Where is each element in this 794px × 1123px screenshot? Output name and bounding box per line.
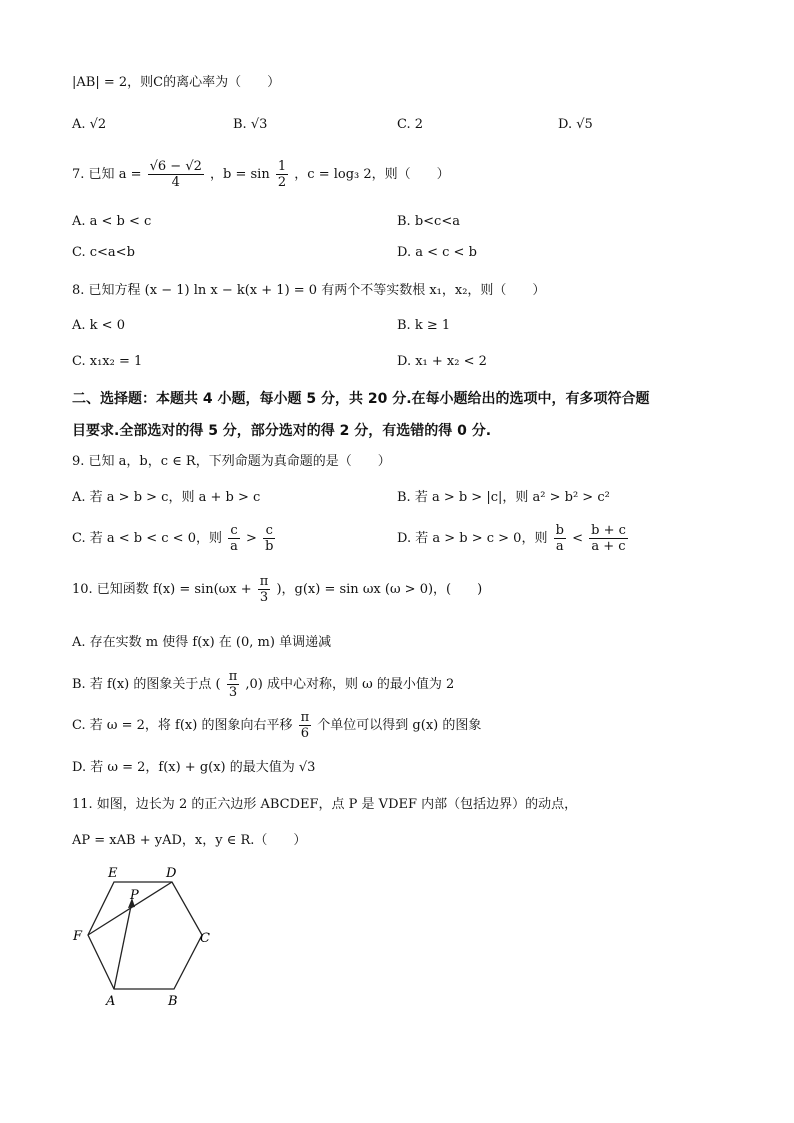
q7-stem xyxy=(72,155,450,195)
q6-option-c: C. 2 xyxy=(397,117,424,132)
q7-a-fraction xyxy=(148,159,204,190)
q9-d-n2: b + c xyxy=(591,523,626,538)
q9-c-n2: c xyxy=(263,523,275,539)
q9-d-frac1 xyxy=(554,523,566,554)
q9-c-n1: c xyxy=(228,523,240,539)
q10-c-den: 6 xyxy=(300,726,310,741)
q6-option-a: A. √2 xyxy=(72,117,107,132)
q7-a-lhs: a = xyxy=(118,167,142,182)
q9-d-n1: b xyxy=(555,523,564,538)
q9-option-d xyxy=(397,521,630,557)
q10-c-pre: C. 若 ω = 2，将 f(x) 的图象向右平移 xyxy=(72,718,293,733)
q10-stem xyxy=(72,572,482,608)
q10-b-num: π xyxy=(228,669,238,684)
q9-c-mid: > xyxy=(246,531,257,546)
q7-c-part: ，c = log₃ 2，则（ ） xyxy=(294,167,450,182)
q7-a-den: 4 xyxy=(171,175,180,190)
q9-option-c xyxy=(72,521,277,557)
q9-c-frac2 xyxy=(263,523,275,554)
q7-b-lhs: ，b = sin xyxy=(210,167,270,182)
hexagon-figure xyxy=(64,862,224,1007)
q9-c-d2: b xyxy=(265,539,274,554)
hexagon-outline xyxy=(88,882,202,989)
q8-option-b: B. k ≥ 1 xyxy=(397,318,451,333)
q10-b-den: 3 xyxy=(228,685,238,700)
q6-stem-tail: |AB| = 2，则C的离心率为（ ） xyxy=(72,75,281,90)
q8-option-c: C. x₁x₂ = 1 xyxy=(72,354,143,369)
q9-d-pre: D. 若 a > b > c > 0，则 xyxy=(397,531,548,546)
q9-c-d1: a xyxy=(230,539,238,554)
label-f: F xyxy=(73,929,83,944)
q9-d-d2: a + c xyxy=(591,539,626,554)
q10-stem-post: )，g(x) = sin ωx (ω > 0)，( ) xyxy=(276,582,483,597)
q10-stem-num: π xyxy=(259,574,269,589)
q6-option-b: B. √3 xyxy=(233,117,268,132)
q7-prefix: 7. 已知 xyxy=(72,167,115,182)
q10-option-d: D. 若 ω = 2，f(x) + g(x) 的最大值为 √3 xyxy=(72,760,316,775)
label-a: A xyxy=(106,994,116,1007)
q9-option-b: B. 若 a > b > |c|，则 a² > b² > c² xyxy=(397,490,610,505)
q8-option-a: A. k < 0 xyxy=(72,318,125,333)
q10-option-c xyxy=(72,708,481,744)
label-c: C xyxy=(200,931,210,946)
q10-stem-frac xyxy=(258,574,271,605)
q9-c-pre: C. 若 a < b < c < 0，则 xyxy=(72,531,222,546)
q9-d-mid: < xyxy=(572,531,583,546)
q10-stem-pre: 10. 已知函数 f(x) = sin(ωx + xyxy=(72,582,252,597)
q11-line2: AP = xAB + yAD，x，y ∈ R.（ ） xyxy=(72,833,307,848)
label-p: P xyxy=(130,888,139,903)
q10-b-post: ,0) 成中心对称，则 ω 的最小值为 2 xyxy=(245,677,455,692)
q7-option-a: A. a < b < c xyxy=(72,214,152,229)
q10-c-frac xyxy=(299,710,312,741)
q10-c-num: π xyxy=(300,710,310,725)
q8-option-d: D. x₁ + x₂ < 2 xyxy=(397,354,487,369)
section2-line2: 目要求.全部选对的得 5 分，部分选对的得 2 分，有选错的得 0 分. xyxy=(72,423,492,439)
q7-option-b: B. b<c<a xyxy=(397,214,460,229)
q9-d-d1: a xyxy=(555,539,564,554)
section2-line1: 二、选择题：本题共 4 小题，每小题 5 分，共 20 分.在每小题给出的选项中，有多项符合题 xyxy=(72,391,650,407)
q9-option-a: A. 若 a > b > c，则 a + b > c xyxy=(72,490,261,505)
label-d: D xyxy=(166,866,177,881)
q6-option-d: D. √5 xyxy=(558,117,593,132)
vector-ap xyxy=(114,901,132,989)
q8-stem: 8. 已知方程 (x − 1) ln x − k(x + 1) = 0 有两个不等实数根 x₁，x₂，则（ ） xyxy=(72,283,546,298)
q10-option-a: A. 存在实数 m 使得 f(x) 在 (0, m) 单调递减 xyxy=(72,635,332,650)
q7-option-c: C. c<a<b xyxy=(72,245,135,260)
q11-line1: 11. 如图，边长为 2 的正六边形 ABCDEF，点 P 是 VDEF 内部（包括边界）的动点， xyxy=(72,797,578,812)
q7-b-den: 2 xyxy=(277,175,287,190)
q7-a-num: √6 − √2 xyxy=(149,159,202,174)
q9-c-frac1 xyxy=(228,523,240,554)
q7-b-num: 1 xyxy=(277,159,287,174)
q10-b-frac xyxy=(227,669,240,700)
q10-stem-den: 3 xyxy=(259,590,269,605)
q10-c-post: 个单位可以得到 g(x) 的图象 xyxy=(317,718,482,733)
q10-b-pre: B. 若 f(x) 的图象关于点 ( xyxy=(72,677,221,692)
q7-b-fraction xyxy=(276,159,288,190)
q9-d-frac2 xyxy=(589,523,628,554)
label-e: E xyxy=(108,866,118,881)
label-b: B xyxy=(168,994,178,1007)
q9-stem: 9. 已知 a，b，c ∈ R，下列命题为真命题的是（ ） xyxy=(72,454,391,469)
q10-option-b xyxy=(72,667,454,703)
q7-option-d: D. a < c < b xyxy=(397,245,477,260)
